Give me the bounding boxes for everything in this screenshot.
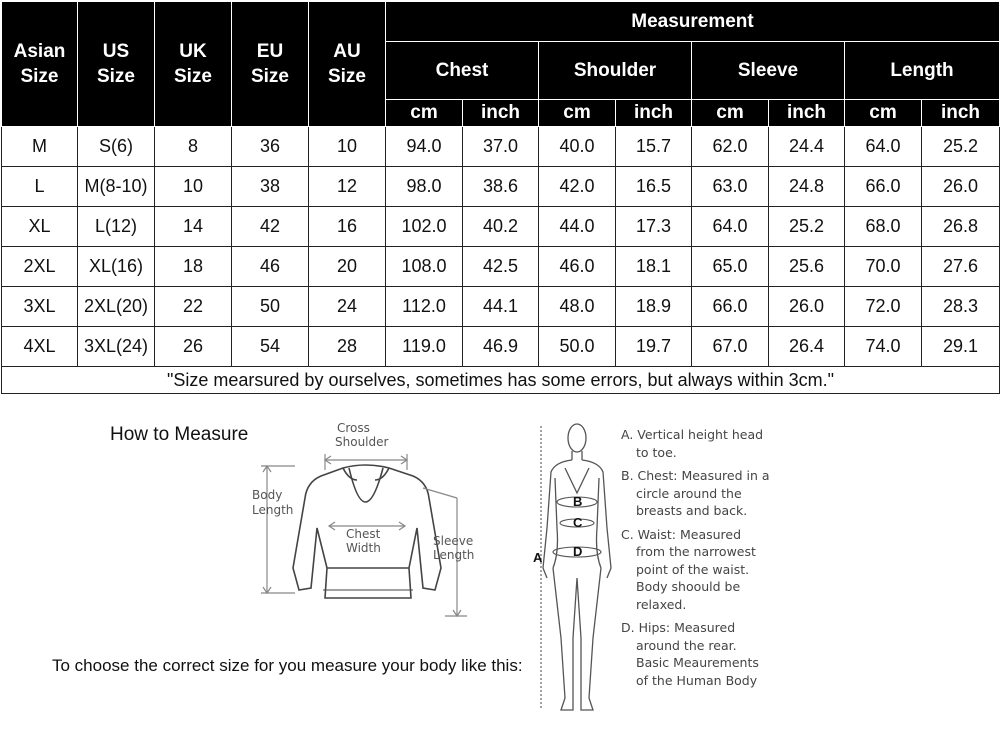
table-cell: 108.0 — [386, 247, 463, 287]
table-cell: 98.0 — [386, 167, 463, 207]
table-cell: 63.0 — [692, 167, 769, 207]
header-asian-size: Asian Size — [2, 2, 78, 127]
note-c: C. Waist: Measured from the narrowest point of the waist. Body shoould be relaxed. — [621, 526, 756, 612]
table-cell: 28.3 — [922, 287, 1000, 327]
sleeve-length-label: Sleeve — [433, 534, 474, 548]
header-au-size: AU Size — [309, 2, 386, 127]
unit-inch: inch — [616, 100, 692, 127]
table-cell: 3XL(24) — [78, 327, 155, 367]
table-cell: 54 — [232, 327, 309, 367]
unit-cm: cm — [386, 100, 463, 127]
unit-cm: cm — [692, 100, 769, 127]
table-cell: 10 — [309, 127, 386, 167]
marker-d: D — [573, 544, 583, 559]
table-cell: 26 — [155, 327, 232, 367]
unit-inch: inch — [922, 100, 1000, 127]
table-cell: 25.6 — [769, 247, 845, 287]
table-cell: 8 — [155, 127, 232, 167]
table-row — [2, 247, 1000, 287]
table-cell: L — [2, 167, 78, 207]
table-row — [2, 167, 1000, 207]
table-cell: 62.0 — [692, 127, 769, 167]
table-cell: 37.0 — [463, 127, 539, 167]
table-cell: 74.0 — [845, 327, 922, 367]
marker-a: A — [533, 550, 543, 565]
table-cell: 40.0 — [539, 127, 616, 167]
measure-lines — [541, 426, 601, 710]
table-cell: 14 — [155, 207, 232, 247]
table-cell: 36 — [232, 127, 309, 167]
table-cell: 44.0 — [539, 207, 616, 247]
table-cell: 112.0 — [386, 287, 463, 327]
table-cell: 64.0 — [845, 127, 922, 167]
table-cell: M — [2, 127, 78, 167]
table-cell: 18 — [155, 247, 232, 287]
table-cell: 38 — [232, 167, 309, 207]
table-cell: 25.2 — [922, 127, 1000, 167]
table-cell: 50.0 — [539, 327, 616, 367]
table-cell: 66.0 — [845, 167, 922, 207]
header-shoulder: Shoulder — [539, 42, 692, 100]
table-cell: 4XL — [2, 327, 78, 367]
table-row — [2, 327, 1000, 367]
table-cell: 68.0 — [845, 207, 922, 247]
table-cell: 29.1 — [922, 327, 1000, 367]
table-cell: 24.8 — [769, 167, 845, 207]
cross-shoulder-label: Cross — [337, 421, 370, 435]
size-chart-table — [1, 1, 1000, 394]
body-length-label: Length — [252, 503, 294, 517]
header-us-size: US Size — [78, 2, 155, 127]
table-cell: 65.0 — [692, 247, 769, 287]
table-cell: 70.0 — [845, 247, 922, 287]
human-body-icon — [543, 424, 611, 710]
measure-instruction: To choose the correct size for you measure your body like this: — [52, 656, 523, 675]
table-cell: 119.0 — [386, 327, 463, 367]
table-cell: 18.9 — [616, 287, 692, 327]
table-cell: 46.9 — [463, 327, 539, 367]
unit-inch: inch — [769, 100, 845, 127]
note-a: A. Vertical height head to toe. — [621, 427, 764, 460]
table-cell: 94.0 — [386, 127, 463, 167]
header-eu-size: EU Size — [232, 2, 309, 127]
human-body-diagram — [525, 418, 625, 718]
sweater-measurement-diagram — [245, 418, 485, 618]
table-cell: 42.0 — [539, 167, 616, 207]
table-cell: 3XL — [2, 287, 78, 327]
table-cell: 66.0 — [692, 287, 769, 327]
body-length-arrow — [261, 466, 295, 593]
table-cell: 64.0 — [692, 207, 769, 247]
chest-width-label: Chest — [346, 527, 381, 541]
table-cell: XL — [2, 207, 78, 247]
table-cell: 38.6 — [463, 167, 539, 207]
table-cell: 25.2 — [769, 207, 845, 247]
table-cell: 20 — [309, 247, 386, 287]
table-cell: 28 — [309, 327, 386, 367]
table-cell: 102.0 — [386, 207, 463, 247]
table-cell: 72.0 — [845, 287, 922, 327]
table-row — [2, 127, 1000, 167]
table-cell: 46.0 — [539, 247, 616, 287]
body-length-label: Body — [252, 488, 283, 502]
unit-cm: cm — [539, 100, 616, 127]
table-cell: 18.1 — [616, 247, 692, 287]
table-cell: 22 — [155, 287, 232, 327]
chest-width-label: Width — [346, 541, 381, 555]
table-cell: 44.1 — [463, 287, 539, 327]
table-cell: 27.6 — [922, 247, 1000, 287]
table-cell: 67.0 — [692, 327, 769, 367]
table-cell: 24.4 — [769, 127, 845, 167]
cross-shoulder-label: Shoulder — [335, 435, 389, 449]
table-cell: 10 — [155, 167, 232, 207]
table-cell: 26.4 — [769, 327, 845, 367]
table-cell: 26.8 — [922, 207, 1000, 247]
table-cell: 50 — [232, 287, 309, 327]
table-cell: M(8-10) — [78, 167, 155, 207]
table-cell: L(12) — [78, 207, 155, 247]
unit-inch: inch — [463, 100, 539, 127]
table-row — [2, 287, 1000, 327]
header-uk-size: UK Size — [155, 2, 232, 127]
header-measurement: Measurement — [386, 2, 1000, 42]
sleeve-length-label: Length — [433, 548, 475, 562]
table-cell: 26.0 — [769, 287, 845, 327]
note-row — [2, 367, 1000, 394]
how-to-measure-title: How to Measure — [110, 424, 249, 445]
table-cell: 12 — [309, 167, 386, 207]
table-cell: 26.0 — [922, 167, 1000, 207]
table-cell: 46 — [232, 247, 309, 287]
note-b: B. Chest: Measured in a circle around the breasts and back. — [621, 468, 770, 518]
unit-cm: cm — [845, 100, 922, 127]
measurement-notes — [621, 426, 821, 695]
table-cell: 24 — [309, 287, 386, 327]
header-sleeve: Sleeve — [692, 42, 845, 100]
table-cell: 16 — [309, 207, 386, 247]
table-cell: 42.5 — [463, 247, 539, 287]
marker-c: C — [573, 515, 583, 530]
table-cell: 42 — [232, 207, 309, 247]
table-cell: 2XL(20) — [78, 287, 155, 327]
table-cell: S(6) — [78, 127, 155, 167]
table-row — [2, 207, 1000, 247]
size-chart-body — [2, 127, 1000, 367]
table-cell: 17.3 — [616, 207, 692, 247]
note-d: D. Hips: Measured around the rear. Basic Meaurements of the Human Body — [621, 620, 759, 688]
table-cell: 15.7 — [616, 127, 692, 167]
table-cell: 48.0 — [539, 287, 616, 327]
table-cell: 19.7 — [616, 327, 692, 367]
table-cell: 2XL — [2, 247, 78, 287]
table-cell: 16.5 — [616, 167, 692, 207]
table-cell: 40.2 — [463, 207, 539, 247]
table-cell: XL(16) — [78, 247, 155, 287]
header-length: Length — [845, 42, 1000, 100]
measurement-note: "Size mearsured by ourselves, sometimes has some errors, but always within 3cm." — [2, 367, 1000, 394]
marker-b: B — [573, 494, 583, 509]
header-chest: Chest — [386, 42, 539, 100]
